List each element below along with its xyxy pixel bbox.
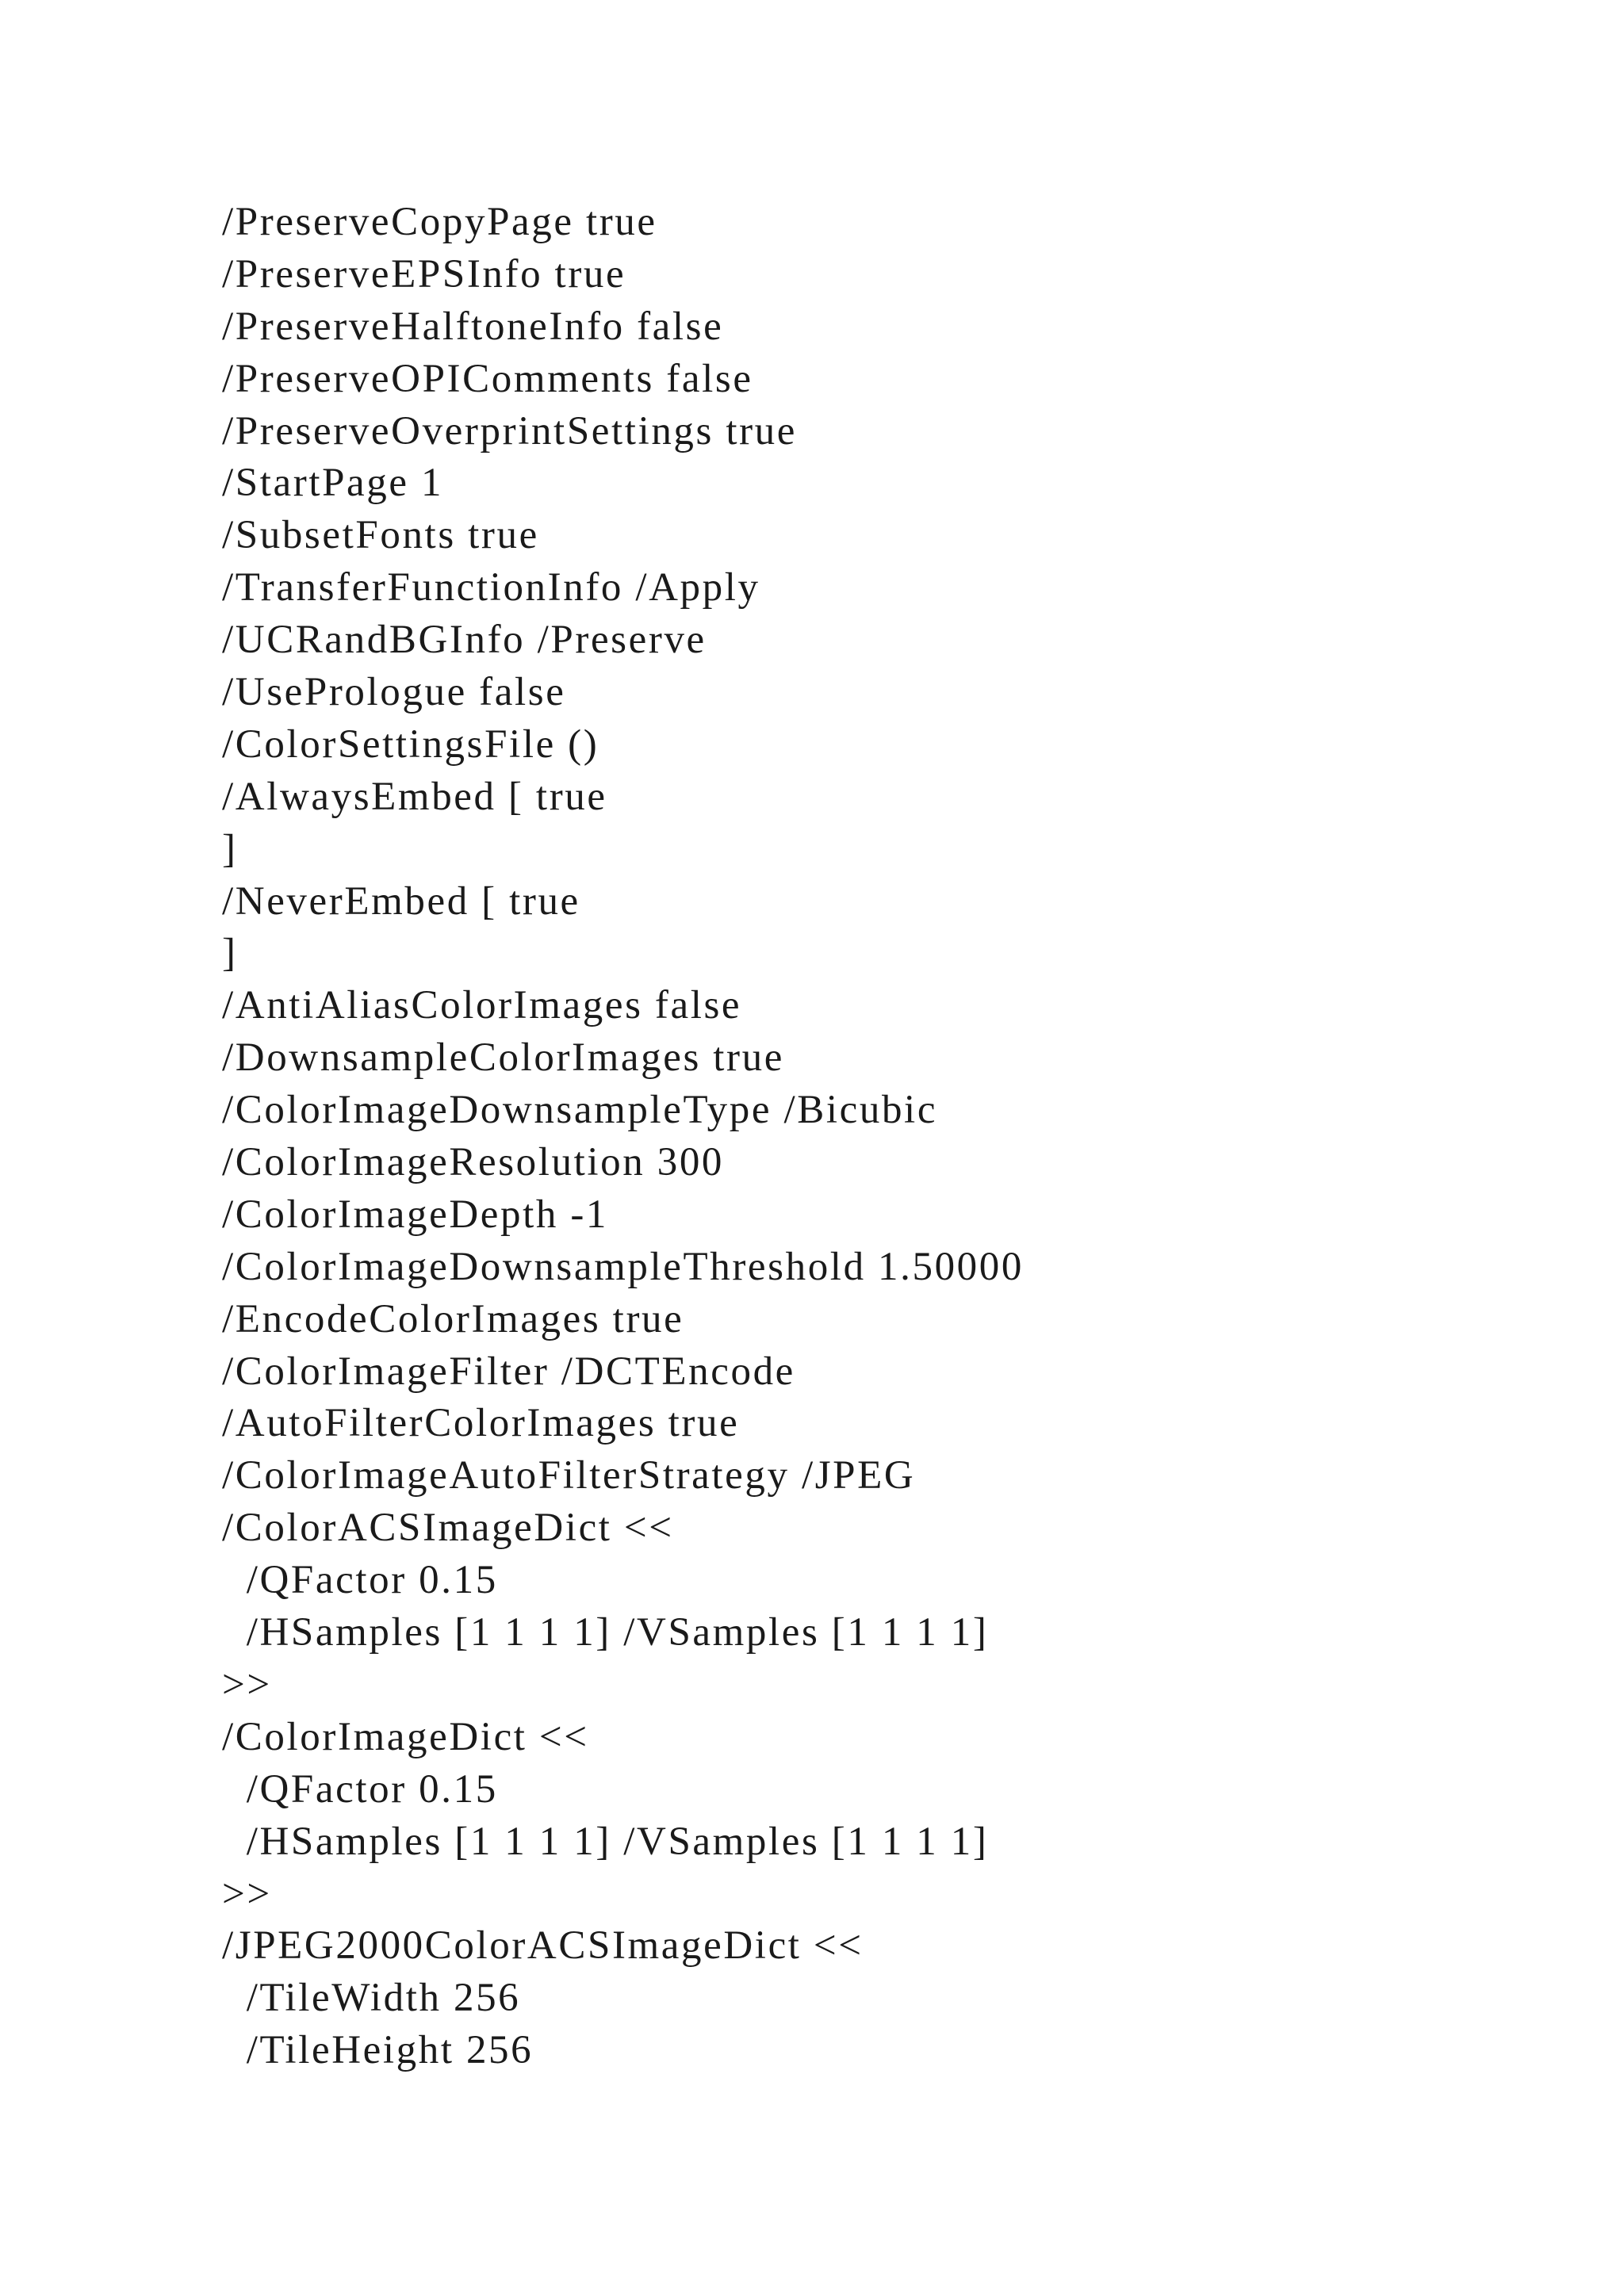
text-line: ] [222, 931, 238, 976]
text-line: /StartPage 1 [222, 461, 444, 506]
text-line: /ColorImageDownsampleThreshold 1.50000 [222, 1244, 1024, 1289]
text-line: /ColorImageResolution 300 [222, 1140, 725, 1185]
text-line: ] [222, 826, 238, 871]
text-line: /DownsampleColorImages true [222, 1035, 784, 1081]
text-line: /TileHeight 256 [222, 2028, 534, 2073]
text-line: /QFactor 0.15 [222, 1766, 498, 1812]
text-line: /ColorImageAutoFilterStrategy /JPEG [222, 1453, 916, 1498]
text-line: /PreserveEPSInfo true [222, 251, 626, 297]
text-line: /ColorImageFilter /DCTEncode [222, 1349, 795, 1394]
text-line: /PreserveHalftoneInfo false [222, 304, 724, 349]
text-line: /ColorImageDownsampleType /Bicubic [222, 1088, 938, 1133]
text-line: /AlwaysEmbed [ true [222, 774, 607, 819]
text-line: /AutoFilterColorImages true [222, 1401, 740, 1446]
text-line: /HSamples [1 1 1 1] /VSamples [1 1 1 1] [222, 1819, 989, 1864]
text-line: /EncodeColorImages true [222, 1296, 684, 1341]
text-line: /NeverEmbed [ true [222, 878, 580, 924]
text-line: /UsePrologue false [222, 670, 566, 715]
text-line: >> [222, 1662, 272, 1707]
text-line: /ColorACSImageDict << [222, 1506, 674, 1551]
text-line: /TransferFunctionInfo /Apply [222, 565, 760, 610]
text-line: /PreserveOverprintSettings true [222, 408, 798, 453]
text-line: >> [222, 1871, 272, 1916]
text-line: /UCRandBGInfo /Preserve [222, 618, 707, 663]
text-line: /PreserveCopyPage true [222, 200, 657, 244]
text-line: /ColorImageDict << [222, 1714, 589, 1759]
text-line: /ColorSettingsFile () [222, 721, 599, 767]
text-line: /TileWidth 256 [222, 1976, 521, 2021]
text-line: /QFactor 0.15 [222, 1558, 498, 1603]
text-line: /ColorImageDepth -1 [222, 1192, 609, 1237]
text-line: /AntiAliasColorImages false [222, 983, 742, 1028]
document-text [222, 197, 1024, 2077]
text-line: /SubsetFonts true [222, 513, 539, 558]
text-line: /JPEG2000ColorACSImageDict << [222, 1923, 864, 1969]
text-line: /HSamples [1 1 1 1] /VSamples [1 1 1 1] [222, 1610, 989, 1655]
text-line: /PreserveOPIComments false [222, 356, 753, 401]
